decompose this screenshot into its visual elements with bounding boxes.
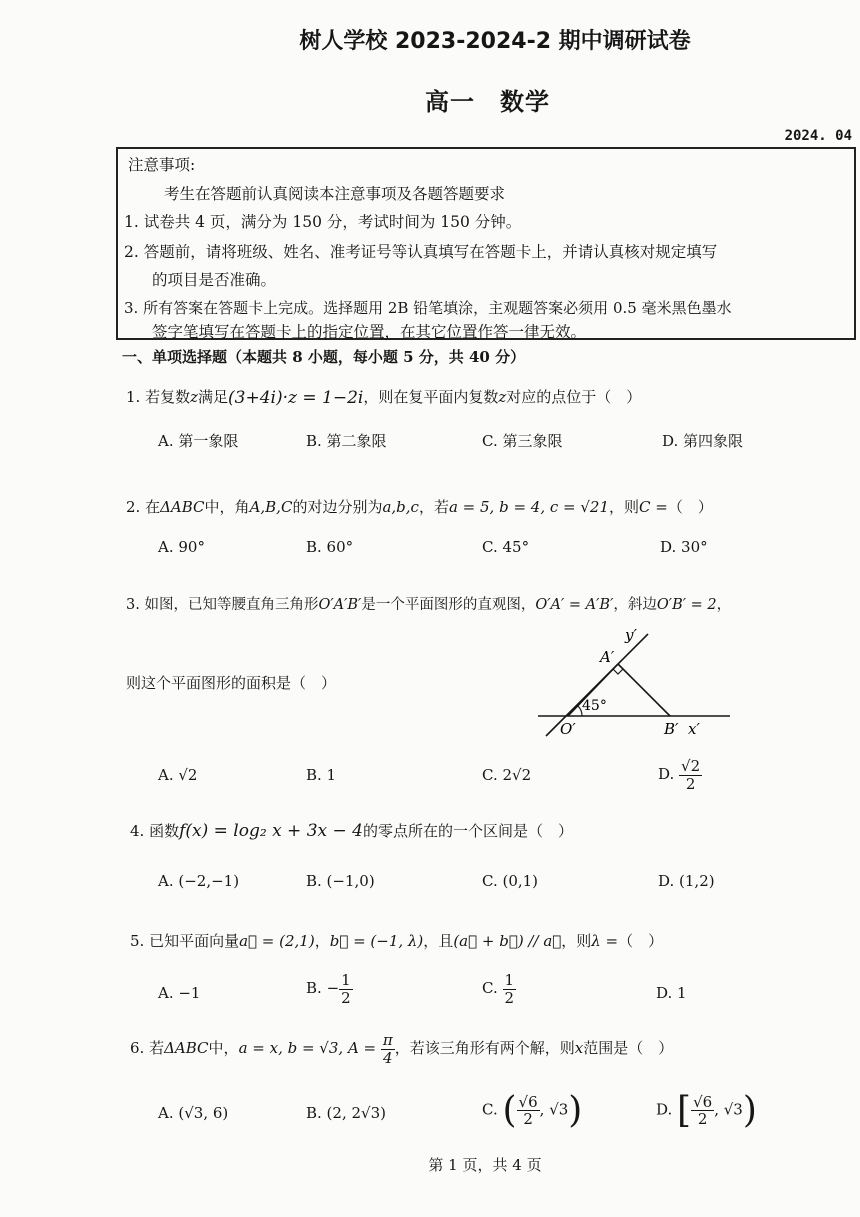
q5-option-b-letter: B. [306, 979, 322, 997]
q2-text: 的对边分别为 [292, 498, 383, 516]
q3-text: ， [716, 597, 732, 613]
q2-option-a: A. 90° [158, 538, 205, 556]
q6-text: 中， [208, 1039, 239, 1057]
q2-angles: A,B,C [249, 498, 293, 516]
notice-line: 签字笔填写在答题卡上的指定位置，在其它位置作答一律无效。 [152, 323, 587, 341]
q5-option-c-fraction [503, 972, 517, 1006]
q6-triangle: ΔABC [164, 1039, 209, 1057]
q4-option-d: D. (1,2) [658, 872, 715, 890]
q5-option-c [482, 972, 516, 1006]
q4-option-a: A. (−2,−1) [158, 872, 240, 890]
q1-equation: (3+4i)·z = 1−2i [228, 388, 364, 408]
q6-option-b: B. (2, 2√3) [306, 1104, 386, 1122]
label-a: A′ [600, 648, 615, 666]
q3-option-d [658, 758, 702, 792]
question-2-stem [126, 496, 713, 517]
denominator: 2 [341, 988, 351, 1007]
q6-option-c-lparen: ( [502, 1090, 517, 1131]
q4-function: f(x) = log₂ x + 3x − 4 [179, 821, 363, 841]
q3-option-a: A. √2 [158, 766, 198, 784]
q3-option-d-fraction [679, 758, 702, 792]
right-angle-mark [613, 669, 623, 674]
question-5-stem [130, 930, 663, 951]
q6-option-d-fraction [691, 1094, 714, 1128]
q2-option-c: C. 45° [482, 538, 530, 556]
q4-text: 的零点所在的一个区间是（ ） [362, 822, 573, 840]
q1-var-z: z [498, 388, 507, 406]
q6-pi-over-4 [381, 1032, 395, 1066]
q5-condition: (a⃗ + b⃗) // a⃗ [453, 932, 562, 950]
q5-option-d: D. 1 [656, 984, 687, 1002]
q4-option-b: B. (−1,0) [306, 872, 375, 890]
label-angle: 45° [582, 698, 607, 714]
q1-option-a: A. 第一象限 [158, 432, 239, 450]
q3-text: ，斜边 [613, 597, 657, 613]
q3-option-d-letter: D. [658, 765, 675, 783]
q2-triangle: ΔABC [160, 498, 205, 516]
q2-option-b: B. 60° [306, 538, 354, 556]
notice-line: 3. 所有答案在答题卡上完成。选择题用 2B 铅笔填涂，主观题答案必须用 0.5 毫米黑色墨水 [124, 299, 732, 317]
q2-text: 中，角 [204, 498, 250, 516]
page-footer: 第 1 页，共 4 页 [428, 1156, 542, 1174]
q5-text: ，且 [423, 932, 454, 950]
numerator: √6 [693, 1092, 713, 1111]
q5-option-c-letter: C. [482, 979, 498, 997]
q5-option-a: A. −1 [158, 984, 201, 1002]
q1-text: 1. 若复数 [126, 388, 191, 406]
q5-vector-b: b⃗ = (−1, λ) [329, 932, 424, 950]
q2-text: （ ） [667, 498, 713, 516]
q2-condition: a = 5, b = 4, c = [448, 498, 581, 516]
q3-stem-line2: 则这个平面图形的面积是（ ） [126, 674, 337, 692]
q6-var-x: x [574, 1039, 584, 1057]
q3-text: 3. 如图，已知等腰直角三角形 [126, 597, 319, 613]
q5-option-b-fraction [339, 972, 353, 1006]
notice-box [116, 147, 856, 340]
denominator: 4 [383, 1048, 393, 1067]
q2-sqrt21: √21 [580, 498, 610, 516]
question-3-stem [126, 593, 731, 614]
denominator: 2 [697, 1110, 708, 1128]
q6-option-c-letter: C. [482, 1100, 498, 1119]
side-ab [618, 664, 670, 716]
numerator: √2 [681, 757, 701, 775]
q6-option-d [656, 1090, 757, 1131]
notice-line: 2. 答题前，请将班级、姓名、准考证号等认真填写在答题卡上，并请认真核对规定填写 [124, 243, 718, 261]
q5-option-b [306, 972, 353, 1006]
label-x: x′ [688, 720, 700, 738]
q6-text: 范围是（ ） [583, 1039, 674, 1057]
q6-text: ，若该三角形有两个解，则 [394, 1039, 575, 1057]
exam-title: 树人学校 2023-2024-2 期中调研试卷 [299, 29, 691, 54]
q2-ask: C = [639, 498, 668, 516]
label-y: y′ [625, 626, 637, 644]
q6-option-c-fraction [517, 1094, 540, 1128]
label-b: B′ [664, 720, 679, 738]
denominator: 2 [504, 988, 515, 1007]
q6-option-d-rparen: ) [742, 1090, 757, 1131]
exam-date: 2024. 04 [784, 128, 852, 144]
exam-subtitle: 高一 数学 [425, 88, 550, 116]
q5-vector-a: a⃗ = (2,1) [239, 932, 315, 950]
q3-condition: O′A′ = A′B′ [535, 597, 614, 613]
q6-option-d-letter: D. [656, 1100, 673, 1119]
question-6-stem [130, 1032, 673, 1066]
q3-text: 是一个平面图形的直观图， [361, 597, 536, 613]
q5-text: ， [314, 932, 330, 950]
q5-ask: λ = [591, 932, 619, 950]
numerator: 1 [504, 971, 515, 989]
q6-condition: a = x, b = √3, A = [238, 1039, 381, 1057]
q1-text: ，则在复平面内复数 [363, 388, 499, 406]
denominator: 2 [685, 774, 696, 793]
q6-option-c-tail: , √3 [539, 1100, 569, 1119]
q6-text: 6. 若 [130, 1039, 165, 1057]
q1-text: 对应的点位于（ ） [506, 388, 642, 406]
q1-text: 满足 [198, 388, 229, 406]
q4-text: 4. 函数 [130, 822, 180, 840]
question-4-stem [130, 820, 573, 841]
denominator: 2 [523, 1110, 533, 1128]
q5-text: （ ） [618, 932, 664, 950]
notice-line: 考生在答题前认真阅读本注意事项及各题答题要求 [164, 185, 506, 203]
q6-option-d-tail: , √3 [714, 1100, 743, 1119]
q2-text: ，若 [418, 498, 449, 516]
numerator: 1 [341, 971, 351, 989]
q6-option-c-rparen: ) [568, 1090, 583, 1131]
q2-text: 2. 在 [126, 498, 161, 516]
q3-option-b: B. 1 [306, 766, 337, 784]
q6-option-a: A. (√3, 6) [158, 1104, 229, 1122]
q3-figure [530, 620, 740, 745]
notice-line: 1. 试卷共 4 页，满分为 150 分，考试时间为 150 分钟。 [124, 213, 522, 231]
q6-option-d-lbracket: [ [677, 1090, 692, 1131]
question-1-stem [126, 386, 641, 408]
q6-option-c [482, 1090, 582, 1131]
q1-option-b: B. 第二象限 [306, 432, 387, 450]
q2-text: ，则 [609, 498, 640, 516]
notice-line: 的项目是否准确。 [152, 271, 277, 289]
q3-triangle: O′A′B′ [318, 597, 362, 613]
q5-text: ，则 [561, 932, 592, 950]
notice-heading: 注意事项: [128, 156, 196, 174]
q3-option-c: C. 2√2 [482, 766, 532, 784]
q1-option-c: C. 第三象限 [482, 432, 563, 450]
label-o: O′ [560, 720, 576, 738]
q3-condition: O′B′ = 2 [656, 597, 717, 613]
q4-option-c: C. (0,1) [482, 872, 539, 890]
q1-var-z: z [190, 388, 198, 406]
q1-option-d: D. 第四象限 [662, 432, 744, 450]
numerator: π [382, 1031, 393, 1049]
q2-sides: a,b,c [382, 498, 419, 516]
numerator: √6 [518, 1092, 538, 1111]
section-title: 一、单项选择题（本题共 8 小题，每小题 5 分，共 40 分） [122, 348, 526, 366]
q5-option-b-sign: − [326, 979, 340, 997]
q5-text: 5. 已知平面向量 [130, 932, 240, 950]
q2-option-d: D. 30° [660, 538, 708, 556]
